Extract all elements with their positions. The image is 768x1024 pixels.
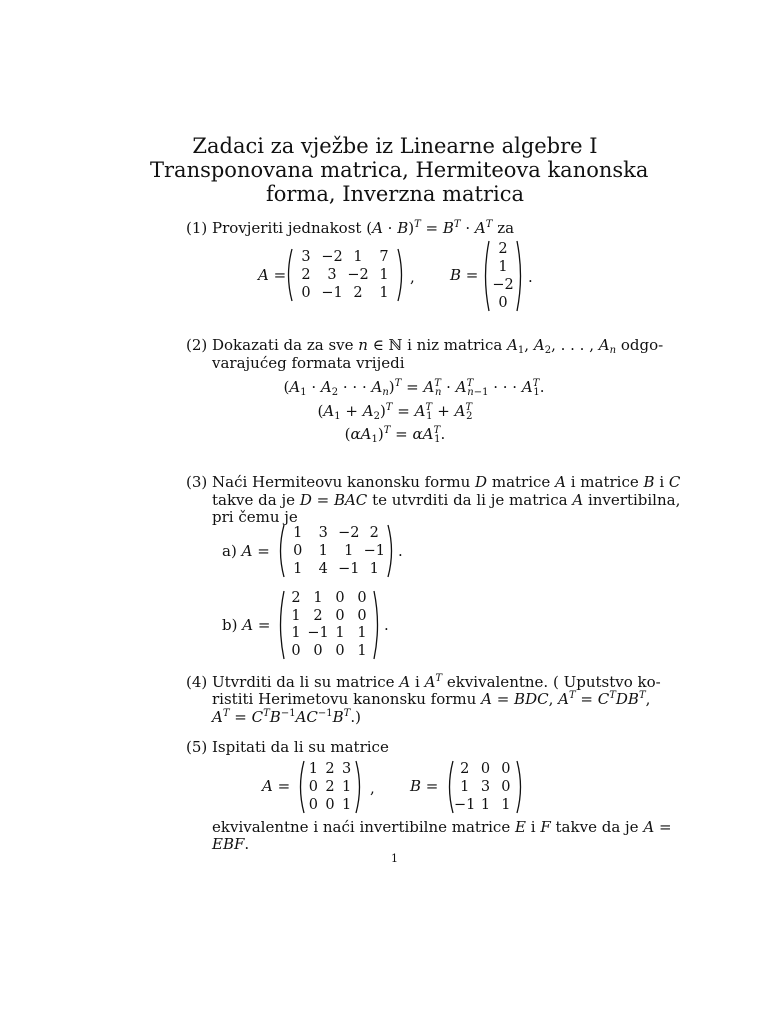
matrix-cell: 1 xyxy=(480,796,491,813)
matrix-cell: −2 xyxy=(338,524,360,541)
problem-3-line-1: Naći Hermiteovu kanonsku formu D matrice A i matrice B i C xyxy=(212,473,681,491)
problem-3b-matrix-a xyxy=(277,590,381,660)
matrix-cell: 2 xyxy=(313,607,323,624)
matrix-cell: 0 xyxy=(501,778,511,795)
problem-4-line-2: ristiti Herimetovu kanonsku formu A = BDC, $A^T = C^TDB^T$, xyxy=(212,690,651,708)
matrix-entries xyxy=(305,760,355,814)
matrix-cell: 1 xyxy=(293,524,303,541)
comma: , xyxy=(370,779,375,797)
matrix-cell: 1 xyxy=(291,625,301,642)
problem-4-line-1: Utvrditi da li su matrice A i $A^T$ ekvivalentne. ( Uputstvo ko- xyxy=(212,673,661,691)
matrix-cell: 1 xyxy=(335,625,345,642)
problem-1-statement: Provjeriti jednakost $(A \cdot B)^T = B^T \cdot A^T$ za xyxy=(212,219,515,237)
problem-2-line-1: Dokazati da za sve n ∈ ℕ i niz matrica $A_1$, $A_2$, . . . , $A_n$ odgo- xyxy=(212,336,664,356)
right-paren xyxy=(516,240,524,312)
left-paren xyxy=(285,248,293,302)
matrix-cell: −1 xyxy=(321,284,343,301)
matrix-cell: 0 xyxy=(335,590,345,607)
problem-2-line-2: varajućeg formata vrijedi xyxy=(212,354,405,372)
left-paren xyxy=(277,590,285,660)
matrix-cell: 2 xyxy=(325,760,335,777)
matrix-cell: 1 xyxy=(318,542,328,559)
right-paren xyxy=(355,760,363,814)
left-paren xyxy=(446,760,454,814)
matrix-cell: 2 xyxy=(325,778,335,795)
problem-4-number: (4) xyxy=(186,673,208,691)
problem-5-line-1: Ispitati da li su matrice xyxy=(212,738,389,756)
document-title xyxy=(150,134,649,206)
matrix-cell: 2 xyxy=(498,240,508,257)
problem-3-number: (3) xyxy=(186,473,208,491)
left-paren xyxy=(297,760,305,814)
matrix-cell: 0 xyxy=(498,294,508,311)
problem-1-matrix-a xyxy=(285,248,405,302)
left-paren xyxy=(277,524,285,578)
right-paren xyxy=(516,760,524,814)
matrix-entries xyxy=(454,760,516,814)
matrix-cell: 2 xyxy=(291,590,301,607)
matrix-cell: 1 xyxy=(379,266,389,283)
period: . xyxy=(384,616,389,634)
right-paren xyxy=(387,524,395,578)
matrix-cell: 3 xyxy=(327,266,337,283)
problem-1-matrix-b xyxy=(482,240,524,312)
matrix-cell: −1 xyxy=(454,796,476,813)
matrix-cell: 4 xyxy=(318,560,328,577)
matrix-cell: 0 xyxy=(357,590,367,607)
matrix-cell: 7 xyxy=(379,248,389,265)
problem-5-line-2: ekvivalentne i naći invertibilne matrice E i F takve da je A = xyxy=(212,818,672,836)
matrix-cell: 3 xyxy=(301,248,311,265)
matrix-cell: 1 xyxy=(342,796,352,813)
matrix-cell: 2 xyxy=(460,760,470,777)
matrix-entries xyxy=(490,240,516,312)
matrix-cell: 2 xyxy=(353,284,363,301)
matrix-cell: −1 xyxy=(363,542,385,559)
matrix-cell: 3 xyxy=(342,760,352,777)
matrix-cell: 0 xyxy=(308,796,318,813)
matrix-cell: 1 xyxy=(357,625,367,642)
matrix-cell: −2 xyxy=(492,276,514,293)
matrix-cell: 0 xyxy=(357,607,367,624)
matrix-cell: 1 xyxy=(293,560,303,577)
matrix-cell: −2 xyxy=(347,266,369,283)
matrix-cell: 1 xyxy=(501,796,511,813)
matrix-entries xyxy=(293,248,397,302)
problem-5-line-3: EBF. xyxy=(212,835,250,853)
matrix-cell: 1 xyxy=(313,590,323,607)
title-line-1: Zadaci za vježbe iz Linearne algebre I xyxy=(192,134,598,158)
matrix-cell: −1 xyxy=(338,560,360,577)
equation-2-1: ($A_1 \cdot A_2$ · · · $A_n)^T = A^T_n \cdot A^T_{n-1}$ · · · $A^T_1$. xyxy=(283,378,545,398)
matrix-cell: 1 xyxy=(460,778,470,795)
left-paren xyxy=(482,240,490,312)
equation-2-2: $(A_1 + A_2)^T = A^T_1 + A^T_2$ xyxy=(317,402,473,422)
problem-5-b-label: B = xyxy=(410,777,439,795)
matrix-cell: 1 xyxy=(379,284,389,301)
matrix-cell: −1 xyxy=(307,625,329,642)
matrix-cell: −2 xyxy=(321,248,343,265)
comma: , xyxy=(410,268,415,286)
right-paren xyxy=(373,590,381,660)
right-paren xyxy=(397,248,405,302)
matrix-cell: 1 xyxy=(369,560,379,577)
matrix-cell: 0 xyxy=(480,760,491,777)
matrix-cell: 2 xyxy=(301,266,311,283)
problem-5-a-label: A = xyxy=(262,777,291,795)
matrix-entries xyxy=(285,590,373,660)
problem-3-line-3: pri čemu je xyxy=(212,508,298,526)
page-number: 1 xyxy=(391,852,398,865)
matrix-cell: 1 xyxy=(308,760,318,777)
matrix-cell: 0 xyxy=(308,778,318,795)
matrix-cell: 0 xyxy=(335,607,345,624)
matrix-cell: 0 xyxy=(501,760,511,777)
matrix-cell: 1 xyxy=(357,642,367,659)
matrix-cell: 1 xyxy=(291,607,301,624)
problem-2-number: (2) xyxy=(186,336,208,354)
problem-3-line-2: takve da je D = BAC te utvrditi da li je matrica A invertibilna, xyxy=(212,491,681,509)
problem-1-number: (1) xyxy=(186,219,208,237)
title-line-2: Transponovana matrica, Hermiteova kanonska xyxy=(150,158,649,182)
period: . xyxy=(398,542,403,560)
problem-3a-matrix-a xyxy=(277,524,395,578)
matrix-cell: 0 xyxy=(291,642,301,659)
matrix-cell: 3 xyxy=(318,524,328,541)
matrix-cell: 2 xyxy=(369,524,379,541)
problem-1-b-label: B = xyxy=(450,266,479,284)
equation-2-3: $(\alpha A_1)^T = \alpha A^T_1$. xyxy=(344,425,446,445)
title-line-3: forma, Inverzna matrica xyxy=(265,182,525,206)
matrix-cell: 0 xyxy=(325,796,335,813)
part-a-label: a) A = xyxy=(222,542,270,560)
matrix-cell: 1 xyxy=(342,778,352,795)
matrix-cell: 1 xyxy=(344,542,354,559)
matrix-cell: 0 xyxy=(313,642,323,659)
matrix-cell: 0 xyxy=(335,642,345,659)
matrix-cell: 1 xyxy=(498,258,508,275)
problem-1-a-label: A = xyxy=(258,266,287,284)
problem-4-line-3: $A^T = C^TB^{-1}AC^{-1}B^T$.) xyxy=(212,708,361,726)
problem-5-matrix-b xyxy=(446,760,524,814)
part-b-label: b) A = xyxy=(222,616,271,634)
period: . xyxy=(528,268,533,286)
matrix-cell: 1 xyxy=(353,248,363,265)
problem-5-number: (5) xyxy=(186,738,208,756)
matrix-cell: 0 xyxy=(293,542,303,559)
matrix-entries xyxy=(285,524,387,578)
matrix-cell: 3 xyxy=(480,778,491,795)
problem-5-matrix-a xyxy=(297,760,363,814)
matrix-cell: 0 xyxy=(301,284,311,301)
